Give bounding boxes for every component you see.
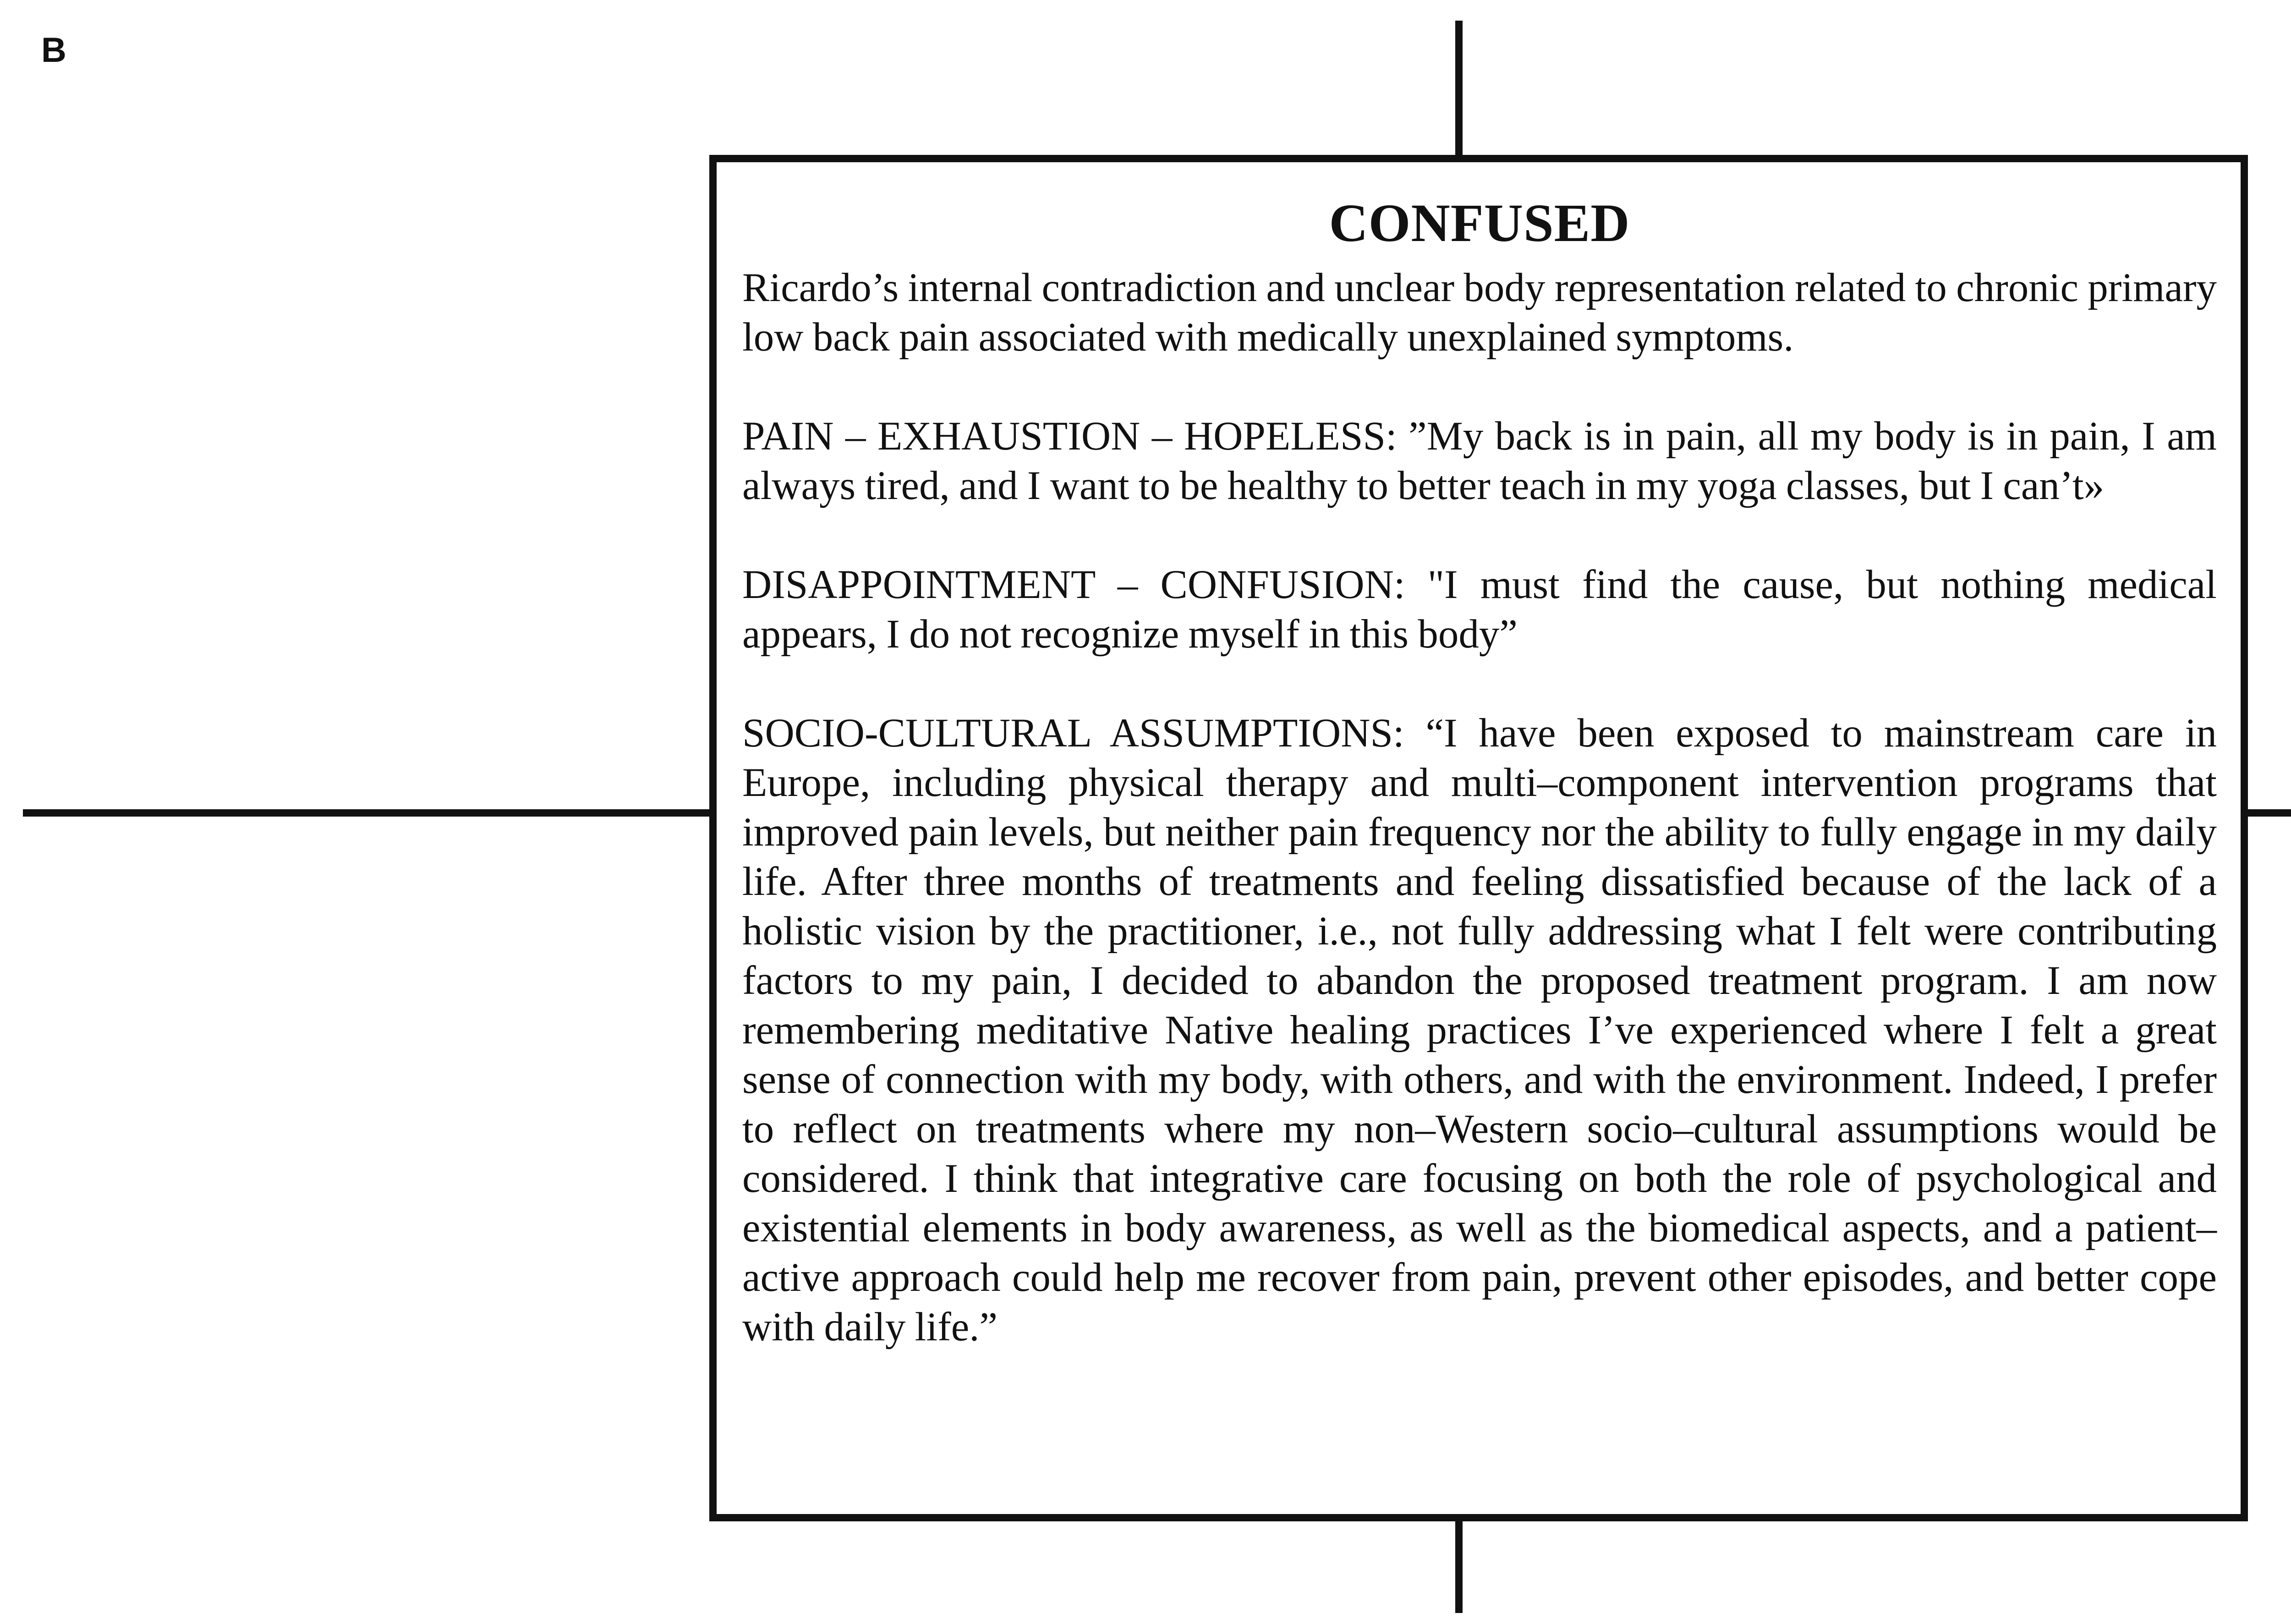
vertical-axis-bottom bbox=[1455, 1520, 1463, 1613]
disappointment-confusion-paragraph: DISAPPOINTMENT – CONFUSION: "I must find the cause, but nothing medical appears, I do not recognize myself in this body” bbox=[742, 562, 2217, 657]
panel-label: B bbox=[41, 31, 66, 70]
intro-paragraph: Ricardo’s internal contradiction and unclear body representation related to chronic primary low back pain associated with medically unexplained symptoms. bbox=[742, 265, 2217, 360]
quadrant-title: CONFUSED bbox=[1329, 193, 1630, 253]
socio-cultural-paragraph: SOCIO-CULTURAL ASSUMPTIONS: “I have been exposed to mainstream care in Europe, including physical therapy and multi–component intervention programs that improved pain levels, but neither pain frequency nor the ability to fully engage in my daily life. After three months of treatments and feeling dissatisfied because of the lack of a holistic vision by the practitioner, i.e., not fully addressing what I felt were contributing factors to my pain, I decided to abandon the proposed treatment program. I am now remembering meditative Native healing practices I’ve experienced where I felt a great sense of connection with my body, with others, and with the environment. Indeed, I prefer to reflect on treatments where my non–Western socio–cultural assumptions would be considered. I think that integrative care focusing on both the role of psychological and existential elements in body awareness, as well as the biomedical aspects, and a patient–active approach could help me recover from pain, prevent other episodes, and better cope with daily life.” bbox=[742, 711, 2217, 1350]
pain-exhaustion-paragraph: PAIN – EXHAUSTION – HOPELESS: ”My back is in pain, all my body is in pain, I am always tired, and I want to be healthy to better teach in my yoga classes, but I can’t» bbox=[742, 414, 2217, 508]
quadrant-box bbox=[709, 155, 2248, 1521]
horizontal-axis-right bbox=[2241, 809, 2291, 817]
vertical-axis-top bbox=[1455, 21, 1463, 158]
horizontal-axis-left bbox=[23, 809, 716, 817]
